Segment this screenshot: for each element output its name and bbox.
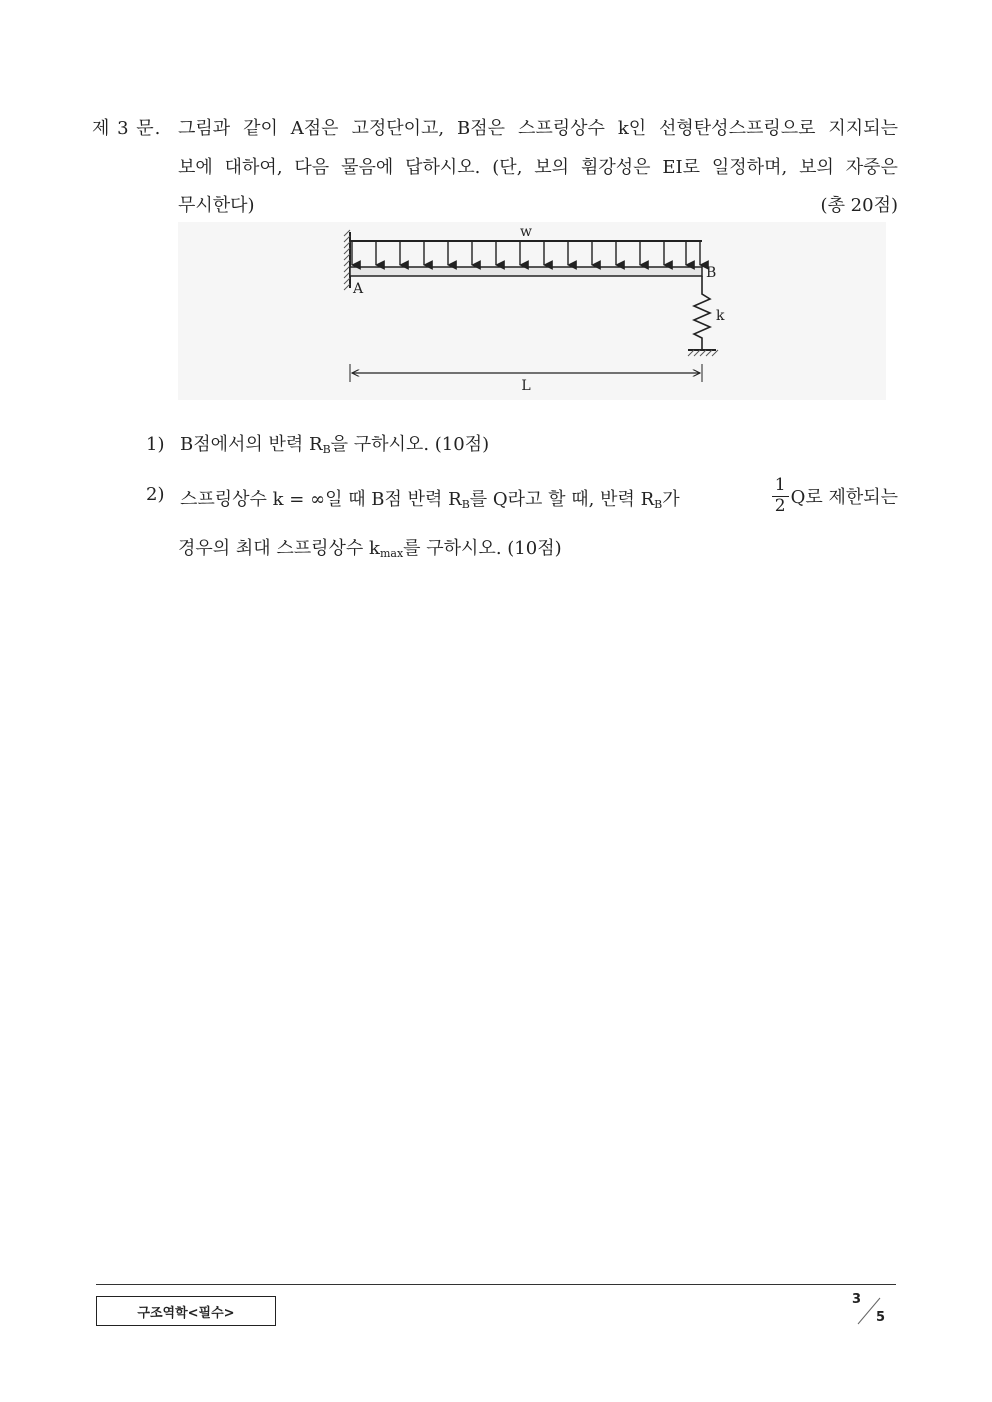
support-label-a: A — [353, 281, 364, 297]
question-text: 을 구하시오. (10점) — [330, 434, 490, 455]
word: 보의 — [534, 157, 570, 178]
word: 고정단이고, — [351, 118, 445, 139]
beam — [350, 267, 702, 276]
question-2-line-2 — [178, 534, 562, 560]
text-segment: 가 — [662, 489, 680, 511]
support-label-b: B — [706, 265, 717, 281]
fixed-support-a — [344, 230, 350, 290]
span-label-l: L — [521, 378, 531, 394]
footer-divider — [96, 1284, 896, 1285]
beam-diagram-svg — [178, 222, 886, 400]
text-segment: 를 Q라고 할 때, 반력 R — [469, 489, 655, 511]
word: B점은 — [457, 118, 506, 139]
fraction — [772, 476, 789, 516]
word: 보의 — [799, 157, 834, 178]
text-segment: 경우의 최대 스프링상수 k — [178, 538, 380, 559]
total-points: (총 20점) — [820, 195, 898, 216]
word: EI로 — [662, 157, 701, 178]
spring-label-k: k — [716, 308, 725, 324]
page-indicator — [848, 1290, 890, 1330]
problem-text-line-1 — [178, 114, 898, 140]
text-segment: 를 구하시오. (10점) — [403, 538, 562, 559]
word: (단, — [492, 157, 523, 178]
problem-number: 제 3 문. — [92, 118, 162, 139]
subject-label: 구조역학<필수> — [96, 1296, 276, 1326]
word: 보에 — [178, 157, 213, 178]
word: 선형탄성스프링으로 — [659, 118, 816, 139]
word: 다음 — [294, 157, 330, 178]
word: 지지되는 — [828, 118, 898, 139]
text-segment: Q로 제한되는 — [790, 487, 898, 509]
question-1 — [146, 430, 489, 456]
fraction-denominator: 2 — [774, 495, 786, 516]
subscript: max — [379, 547, 404, 560]
page-current: 3 — [852, 1292, 862, 1307]
question-text — [180, 485, 680, 511]
word: 답하시오. — [405, 157, 481, 178]
word: 대하여, — [224, 157, 283, 178]
text-segment: 스프링상수 k = ∞일 때 B점 반력 R — [180, 489, 462, 511]
question-number: 1) — [146, 434, 165, 455]
question-2 — [146, 475, 898, 516]
word: 같이 — [243, 118, 278, 139]
word: 무시한다) — [178, 195, 255, 216]
word: k인 — [617, 118, 647, 139]
word: 자중은 — [845, 157, 898, 178]
question-2-line-1 — [180, 475, 898, 518]
word: 스프링상수 — [517, 118, 605, 139]
question-text-tail — [770, 475, 898, 518]
word: 휨강성은 — [580, 157, 651, 178]
load-label-w: w — [520, 224, 532, 240]
word: 일정하며, — [711, 157, 788, 178]
question-text: B점에서의 반력 R — [180, 434, 323, 455]
fraction-numerator: 1 — [772, 476, 789, 497]
word: 그림과 — [178, 118, 231, 139]
question-number: 2) — [146, 484, 165, 505]
spring-support-b — [688, 276, 718, 356]
problem-text-line-3 — [178, 191, 898, 217]
subscript: B — [654, 498, 663, 512]
subscript: B — [461, 498, 470, 512]
beam-diagram — [178, 222, 886, 400]
distributed-load — [350, 241, 702, 265]
word: 물음에 — [341, 157, 394, 178]
page-total: 5 — [876, 1310, 886, 1325]
subscript: B — [322, 443, 331, 456]
word: A점은 — [290, 118, 339, 139]
problem-text-line-2 — [178, 153, 898, 179]
